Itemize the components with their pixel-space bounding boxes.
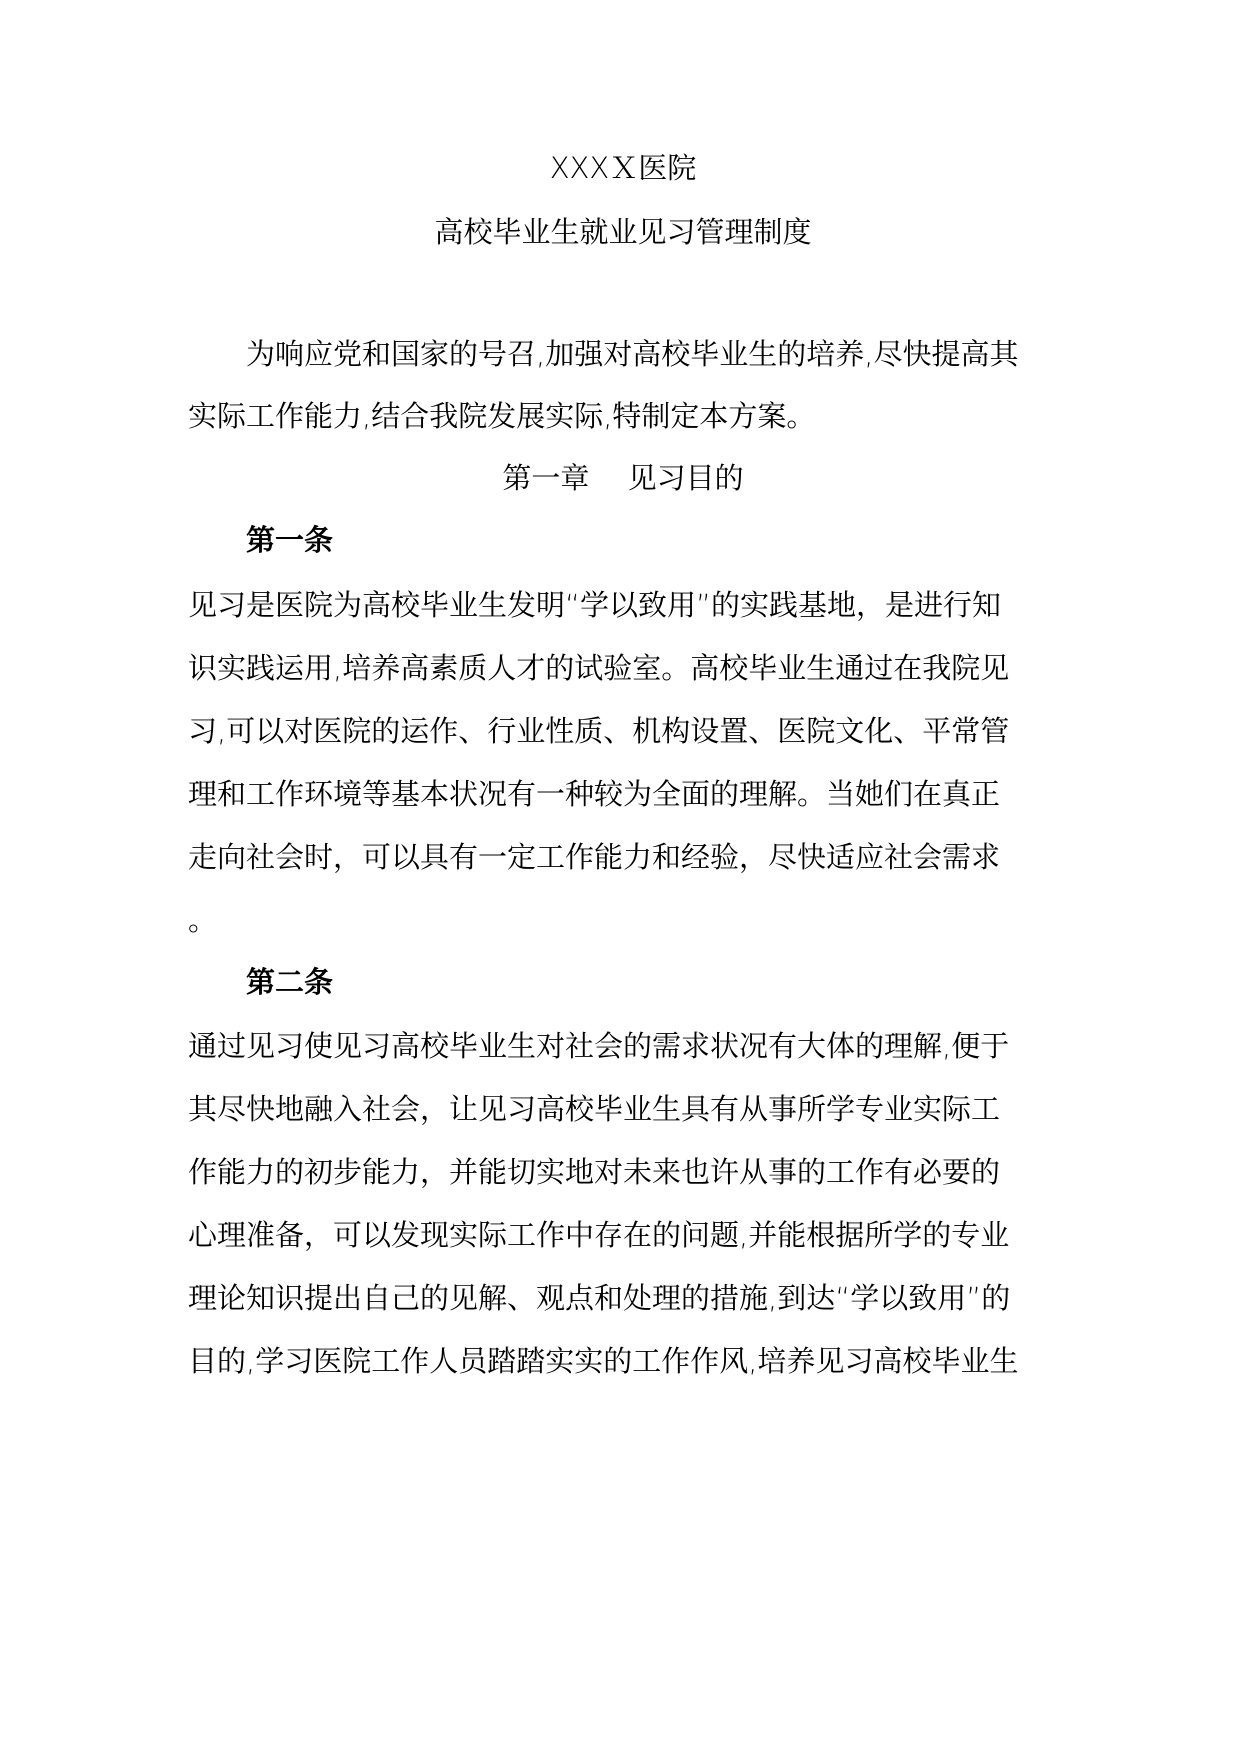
article-2-heading: 第二条 — [246, 965, 334, 999]
intro-line-2: 实际工作能力,结合我院发展实际,特制定本方案。 — [188, 399, 816, 433]
article-2-line-2: 其尽快地融入社会，让见习高校毕业生具有从事所学专业实际工 — [188, 1092, 1001, 1126]
article-2-line-5: 理论知识提出自己的见解、观点和处理的措施,到达“学以致用”的 — [188, 1281, 1011, 1315]
article-2-line-6: 目的,学习医院工作人员踏踏实实的工作作风,培养见习高校毕业生 — [188, 1344, 1019, 1378]
article-2-line-1: 通过见习使见习高校毕业生对社会的需求状况有大体的理解,便于 — [188, 1029, 1010, 1063]
article-1-line-5: 走向社会时，可以具有一定工作能力和经验，尽快适应社会需求 — [188, 840, 1001, 874]
intro-line-1: 为响应党和国家的号召,加强对高校毕业生的培养,尽快提高其 — [246, 337, 1019, 371]
article-1-line-1: 见习是医院为高校毕业生发明“学以致用”的实践基地，是进行知 — [188, 588, 1002, 622]
article-2-line-3: 作能力的初步能力，并能切实地对未来也许从事的工作有必要的 — [188, 1155, 1001, 1189]
article-1-line-4: 理和工作环境等基本状况有一种较为全面的理解。当她们在真正 — [188, 777, 1001, 811]
hospital-title: XXXＸ医院 — [549, 151, 697, 185]
article-1-line-3: 习,可以对医院的运作、行业性质、机构设置、医院文化、平常管 — [188, 714, 1010, 748]
article-1-line-6: 。 — [188, 903, 218, 937]
document-subtitle: 高校毕业生就业见习管理制度 — [434, 215, 812, 249]
article-1-line-2: 识实践运用,培养高素质人才的试验室。高校毕业生通过在我院见 — [188, 651, 1010, 685]
chapter-1-heading: 第一章 见习目的 — [502, 461, 744, 495]
article-2-line-4: 心理准备，可以发现实际工作中存在的问题,并能根据所学的专业 — [188, 1218, 1010, 1252]
article-1-heading: 第一条 — [246, 523, 334, 557]
